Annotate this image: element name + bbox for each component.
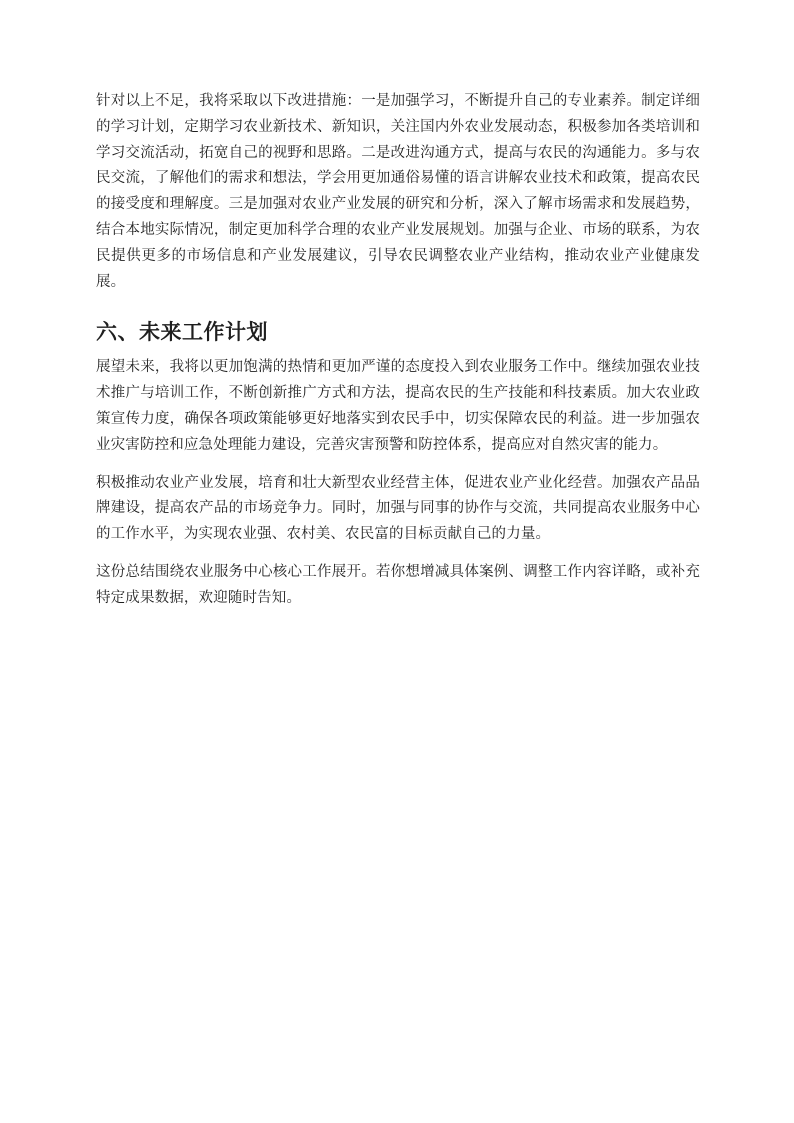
section-heading-future-plan: 六、未来工作计划 xyxy=(96,320,268,345)
document-body xyxy=(96,89,700,624)
future-plan-paragraph-2: 积极推动农业产业发展，培育和壮大新型农业经营主体，促进农业产业化经营。加强农产品品牌建设，提高农产品的市场竞争力。同时，加强与同事的协作与交流，共同提高农业服务中心的工作水平，为实现农业强、农村美、农民富的目标贡献自己的力量。 xyxy=(96,474,700,543)
improvement-measures-paragraph: 针对以上不足，我将采取以下改进措施：一是加强学习，不断提升自己的专业素养。制定详细的学习计划，定期学习农业新技术、新知识，关注国内外农业发展动态，积极参加各类培训和学习交流活动，拓宽自己的视野和思路。二是改进沟通方式，提高与农民的沟通能力。多与农民交流，了解他们的需求和想法，学会用更加通俗易懂的语言讲解农业技术和政策，提高农民的接受度和理解度。三是加强对农业产业发展的研究和分析，深入了解市场需求和发展趋势，结合本地实际情况，制定更加科学合理的农业产业发展规划。加强与企业、市场的联系，为农民提供更多的市场信息和产业发展建议，引导农民调整农业产业结构，推动农业产业健康发展。 xyxy=(96,93,700,290)
future-plan-paragraph-1: 展望未来，我将以更加饱满的热情和更加严谨的态度投入到农业服务工作中。继续加强农业技术推广与培训工作，不断创新推广方式和方法，提高农民的生产技能和科技素质。加大农业政策宣传力度，确保各项政策能够更好地落实到农民手中，切实保障农民的利益。进一步加强农业灾害防控和应急处理能力建设，完善灾害预警和防控体系，提高应对自然灾害的能力。 xyxy=(96,359,700,453)
closing-note-paragraph: 这份总结围绕农业服务中心核心工作展开。若你想增减具体案例、调整工作内容详略，或补充特定成果数据，欢迎随时告知。 xyxy=(96,563,700,606)
